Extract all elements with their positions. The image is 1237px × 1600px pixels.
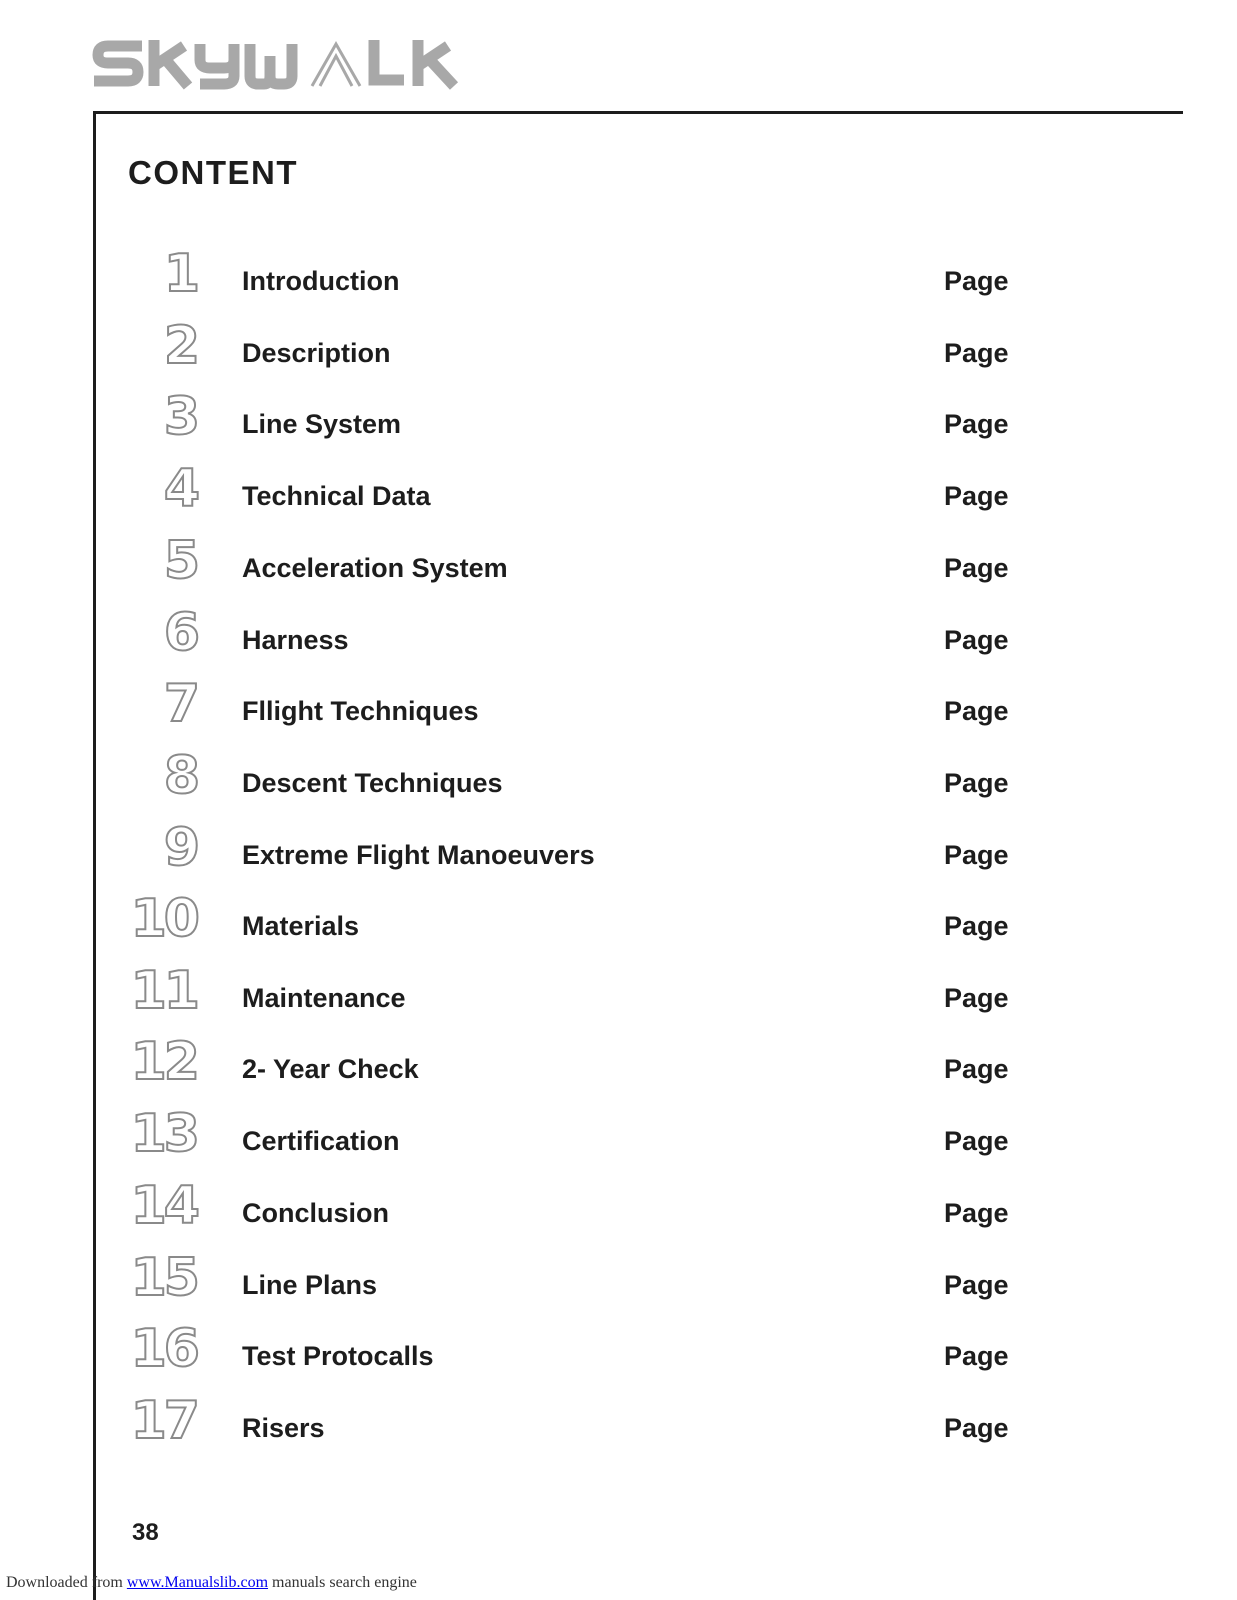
page-label: Page bbox=[944, 696, 1009, 726]
page-label: Page bbox=[944, 1270, 1009, 1300]
chapter-number: 4 bbox=[163, 459, 197, 519]
toc-row[interactable] bbox=[0, 1104, 1237, 1182]
chapter-title: Descent Techniques bbox=[242, 768, 503, 798]
chapter-title: Introduction bbox=[242, 266, 400, 296]
page-label: Page bbox=[944, 840, 1009, 870]
chapter-number: 8 bbox=[163, 746, 197, 806]
toc-row[interactable] bbox=[0, 1176, 1237, 1254]
chapter-number: 15 bbox=[130, 1248, 197, 1308]
page-label: Page bbox=[944, 481, 1009, 511]
chapter-number: 1 bbox=[163, 244, 197, 304]
chapter-number: 5 bbox=[163, 531, 197, 591]
toc-row[interactable] bbox=[0, 1319, 1237, 1397]
chapter-title: Extreme Flight Manoeuvers bbox=[242, 840, 595, 870]
chapter-title: Description bbox=[242, 338, 391, 368]
toc-row[interactable] bbox=[0, 603, 1237, 681]
chapter-title: Maintenance bbox=[242, 983, 406, 1013]
chapter-number: 11 bbox=[130, 961, 197, 1021]
chapter-title: Certification bbox=[242, 1126, 400, 1156]
page-label: Page bbox=[944, 1126, 1009, 1156]
chapter-number: 16 bbox=[130, 1319, 197, 1379]
chapter-number: 6 bbox=[163, 603, 197, 663]
chapter-number: 17 bbox=[130, 1391, 197, 1451]
toc-row[interactable] bbox=[0, 746, 1237, 824]
chapter-title: Acceleration System bbox=[242, 553, 508, 583]
page-title: CONTENT bbox=[128, 154, 298, 191]
chapter-title: Conclusion bbox=[242, 1198, 389, 1228]
toc-row[interactable] bbox=[0, 961, 1237, 1039]
chapter-number: 2 bbox=[163, 316, 197, 376]
page-label: Page bbox=[944, 409, 1009, 439]
footer-suffix: manuals search engine bbox=[268, 1574, 417, 1591]
footer-prefix: Downloaded from bbox=[6, 1574, 127, 1591]
chapter-title: Test Protocalls bbox=[242, 1341, 434, 1371]
chapter-number: 10 bbox=[130, 889, 197, 949]
chapter-title: Fllight Techniques bbox=[242, 696, 479, 726]
chapter-number: 14 bbox=[130, 1176, 197, 1236]
page-label: Page bbox=[944, 983, 1009, 1013]
page-label: Page bbox=[944, 1341, 1009, 1371]
chapter-number: 7 bbox=[163, 674, 197, 734]
toc-row[interactable] bbox=[0, 1032, 1237, 1110]
page-label: Page bbox=[944, 1198, 1009, 1228]
page-number: 38 bbox=[132, 1519, 159, 1546]
chapter-title: Technical Data bbox=[242, 481, 431, 511]
page-label: Page bbox=[944, 1413, 1009, 1443]
toc-row[interactable] bbox=[0, 1248, 1237, 1326]
manualslib-link[interactable]: www.Manualslib.com bbox=[126, 1574, 269, 1591]
toc-row[interactable] bbox=[0, 531, 1237, 609]
toc-row[interactable] bbox=[0, 818, 1237, 896]
page-label: Page bbox=[944, 1054, 1009, 1084]
chapter-number: 13 bbox=[130, 1104, 197, 1164]
toc-row[interactable] bbox=[0, 387, 1237, 465]
chapter-number: 9 bbox=[163, 818, 197, 878]
download-footer bbox=[6, 1575, 417, 1591]
page-label: Page bbox=[944, 553, 1009, 583]
toc-row[interactable] bbox=[0, 889, 1237, 967]
chapter-title: Line Plans bbox=[242, 1270, 378, 1300]
page-label: Page bbox=[944, 266, 1009, 296]
page-label: Page bbox=[944, 911, 1009, 941]
toc-row[interactable] bbox=[0, 1391, 1237, 1469]
page-label: Page bbox=[944, 338, 1009, 368]
chapter-number: 12 bbox=[130, 1032, 197, 1092]
chapter-title: 2- Year Check bbox=[242, 1054, 419, 1084]
page-label: Page bbox=[944, 768, 1009, 798]
chapter-number: 3 bbox=[163, 387, 197, 447]
toc-row[interactable] bbox=[0, 674, 1237, 752]
chapter-title: Harness bbox=[242, 625, 349, 655]
chapter-title: Risers bbox=[242, 1413, 325, 1443]
page-label: Page bbox=[944, 625, 1009, 655]
toc-row[interactable] bbox=[0, 316, 1237, 394]
toc-row[interactable] bbox=[0, 244, 1237, 322]
chapter-title: Line System bbox=[242, 409, 402, 439]
toc-row[interactable] bbox=[0, 459, 1237, 537]
chapter-title: Materials bbox=[242, 911, 360, 941]
